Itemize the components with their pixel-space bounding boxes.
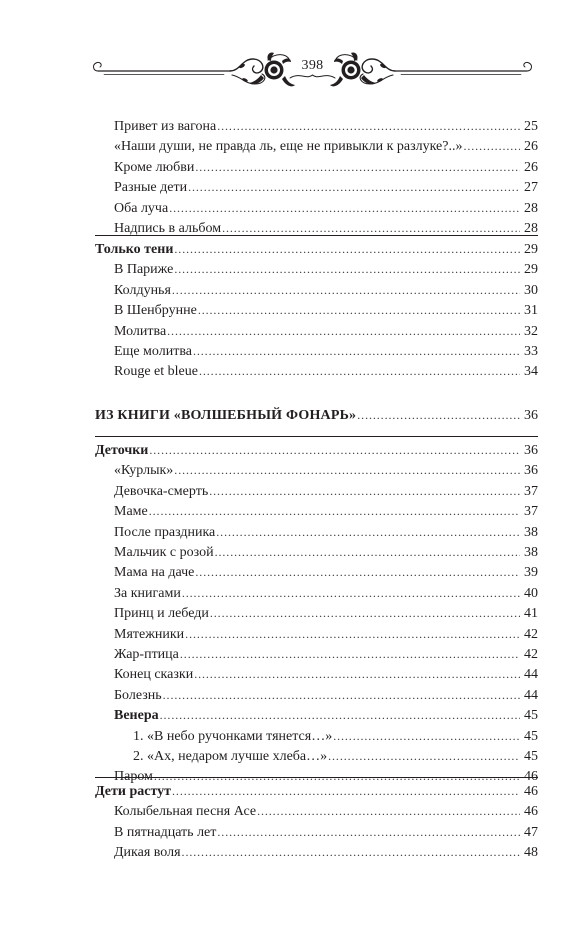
toc-entry-page-number: 31 — [524, 303, 538, 319]
toc-entry-page-number: 44 — [524, 667, 538, 683]
dot-leader — [163, 685, 520, 705]
dot-leader — [172, 280, 520, 300]
dot-leader — [357, 405, 520, 425]
toc-entry-title: В Шенбрунне — [114, 303, 197, 319]
toc-entry-page-number: 40 — [524, 585, 538, 601]
toc-entry[interactable] — [114, 361, 538, 381]
dot-leader — [209, 481, 520, 501]
toc-entry-page-number: 26 — [524, 139, 538, 155]
toc-entry-title: В пятнадцать лет — [114, 824, 217, 840]
section-divider — [95, 235, 538, 236]
toc-entry[interactable] — [114, 644, 538, 664]
dot-leader — [195, 157, 520, 177]
toc-entry-title: За книгами — [114, 585, 181, 601]
dot-leader — [174, 239, 520, 259]
toc-entry-page-number: 46 — [524, 804, 538, 820]
toc-entry-title: Оба луча — [114, 200, 169, 216]
toc-entry-page-number: 45 — [524, 708, 538, 724]
toc-entry-page-number: 36 — [524, 408, 538, 423]
toc-entry-page-number: 42 — [524, 626, 538, 642]
toc-entry[interactable] — [114, 460, 538, 480]
toc-entry-title: Надпись в альбом — [114, 221, 222, 236]
toc-entry-page-number: 46 — [524, 769, 538, 785]
dot-leader — [182, 583, 520, 603]
toc-entry-title: Венера — [114, 708, 159, 724]
toc-entry[interactable] — [114, 822, 538, 842]
toc-entry[interactable] — [114, 664, 538, 684]
toc-entry-page-number: 29 — [524, 242, 538, 257]
toc-entry[interactable] — [114, 321, 538, 341]
toc-entry[interactable] — [114, 842, 538, 862]
toc-entry-title: Разные дети — [114, 180, 188, 196]
toc-entry-page-number: 44 — [524, 687, 538, 703]
toc-entry[interactable] — [114, 801, 538, 821]
toc-entry-page-number: 36 — [524, 443, 538, 458]
toc-entry-title: После праздника — [114, 524, 216, 540]
toc-entry-title: Дикая воля — [114, 845, 181, 861]
toc-entry-title: Мама на даче — [114, 565, 195, 581]
toc-entry-title: Жар-птица — [114, 647, 179, 662]
toc-entry-page-number: 46 — [524, 784, 538, 799]
toc-entry-page-number: 38 — [524, 524, 538, 540]
dot-leader — [328, 746, 520, 766]
toc-entry-title: ИЗ КНИГИ «ВОЛШЕБНЫЙ ФОНАРЬ» — [95, 408, 357, 423]
toc-entry-page-number: 28 — [524, 221, 538, 236]
toc-entry-page-number: 39 — [524, 565, 538, 581]
toc-entry-page-number: 38 — [524, 545, 538, 560]
toc-entry-page-number: 47 — [524, 824, 538, 840]
dot-leader — [217, 822, 520, 842]
toc-entry-title: Только тени — [95, 242, 174, 257]
toc-entry[interactable] — [114, 177, 538, 197]
dot-leader — [216, 522, 520, 542]
dot-leader — [333, 726, 520, 746]
dot-leader — [257, 801, 520, 821]
toc-entry[interactable] — [114, 259, 538, 279]
section-divider — [95, 436, 538, 437]
dot-leader — [195, 562, 520, 582]
toc-entry-page-number: 32 — [524, 323, 538, 339]
dot-leader — [149, 501, 520, 521]
toc-entry[interactable] — [114, 300, 538, 320]
section-divider — [95, 777, 538, 778]
toc-entry-page-number: 45 — [524, 728, 538, 744]
dot-leader — [160, 705, 520, 725]
dot-leader — [182, 842, 520, 862]
toc-entry-title: Конец сказки — [114, 667, 194, 683]
toc-entry-title: Мальчик с розой — [114, 545, 214, 560]
toc-entry-page-number: 26 — [524, 159, 538, 175]
dot-leader — [198, 300, 520, 320]
dot-leader — [199, 361, 520, 381]
dot-leader — [149, 440, 520, 460]
toc-entry-title: 1. «В небо ручонками тянется…» — [133, 728, 333, 744]
dot-leader — [169, 198, 520, 218]
toc-entry[interactable] — [114, 522, 538, 542]
toc-entry[interactable] — [114, 116, 538, 136]
toc-entry[interactable] — [114, 198, 538, 218]
toc-entry-title: Молитва — [114, 323, 167, 339]
toc-entry-title: Болезнь — [114, 687, 162, 703]
toc-entry[interactable] — [114, 542, 538, 562]
toc-section-heading[interactable] — [95, 239, 538, 259]
toc-entry[interactable] — [114, 280, 538, 300]
toc-entry-title: Дети растут — [95, 784, 172, 799]
toc-entry-title: Паром — [114, 769, 153, 785]
toc-entry[interactable] — [114, 583, 538, 603]
toc-entry[interactable] — [114, 157, 538, 177]
toc-entry-title: «Курлык» — [114, 463, 174, 479]
toc-entry-page-number: 37 — [524, 504, 538, 520]
toc-entry-page-number: 29 — [524, 262, 538, 278]
dot-leader — [174, 460, 520, 480]
toc-entry[interactable] — [133, 726, 538, 746]
dot-leader — [185, 624, 520, 644]
toc-entry[interactable] — [114, 341, 538, 361]
toc-section-heading[interactable] — [95, 781, 538, 801]
toc-entry[interactable] — [114, 562, 538, 582]
toc-entry-title: Rouge et bleue — [114, 364, 198, 380]
toc-entry-page-number: 27 — [524, 180, 538, 196]
toc-entry-page-number: 37 — [524, 483, 538, 499]
toc-entry-page-number: 28 — [524, 200, 538, 216]
dot-leader — [215, 542, 520, 562]
toc-entry-title: 2. «Ах, недаром лучше хлеба…» — [133, 749, 328, 764]
toc-entry-title: Деточки — [95, 443, 149, 458]
toc-entry-title: Еще молитва — [114, 344, 192, 359]
toc-entry[interactable] — [114, 624, 538, 644]
toc-entry-page-number: 34 — [524, 364, 538, 380]
toc-section-heading[interactable] — [95, 440, 538, 460]
toc-entry[interactable] — [114, 481, 538, 501]
toc-entry-page-number: 42 — [524, 647, 538, 662]
dot-leader — [193, 341, 520, 361]
toc-entry-page-number: 33 — [524, 344, 538, 359]
dot-leader — [217, 116, 520, 136]
toc-entry-title: Колдунья — [114, 282, 171, 298]
dot-leader — [180, 644, 520, 664]
toc-entry[interactable] — [133, 746, 538, 766]
toc-entry[interactable] — [114, 603, 538, 623]
toc-entry-page-number: 41 — [524, 606, 538, 622]
dot-leader — [210, 603, 520, 623]
toc-entry-page-number: 25 — [524, 119, 538, 134]
toc-entry-title: Кроме любви — [114, 159, 195, 175]
toc-entry[interactable] — [114, 501, 538, 521]
toc-part-heading[interactable] — [95, 405, 538, 425]
toc-entry[interactable] — [114, 685, 538, 705]
dot-leader — [167, 321, 520, 341]
toc-entry-page-number: 48 — [524, 845, 538, 861]
toc-entry-title: Принц и лебеди — [114, 606, 209, 622]
toc-entry[interactable] — [114, 136, 538, 156]
dot-leader — [188, 177, 520, 197]
toc-entry-page-number: 45 — [524, 749, 538, 764]
toc-entry[interactable] — [114, 705, 538, 725]
toc-entry-title: Привет из вагона — [114, 119, 217, 134]
toc-entry-title: В Париже — [114, 262, 174, 278]
page-number: 398 — [301, 58, 324, 73]
toc-entry-page-number: 36 — [524, 463, 538, 479]
toc-entry-title: «Наши души, не правда ль, еще не привыкли к разлуке?..» — [114, 139, 463, 155]
toc-entry-title: Колыбельная песня Асе — [114, 804, 257, 820]
toc-entry-title: Девочка-смерть — [114, 483, 209, 499]
dot-leader — [463, 136, 520, 156]
dot-leader — [194, 664, 520, 684]
toc-entry-title: Мятежники — [114, 626, 185, 642]
dot-leader — [172, 781, 520, 801]
toc-entry-page-number: 30 — [524, 282, 538, 298]
toc-entry-title: Маме — [114, 504, 148, 520]
dot-leader — [174, 259, 520, 279]
